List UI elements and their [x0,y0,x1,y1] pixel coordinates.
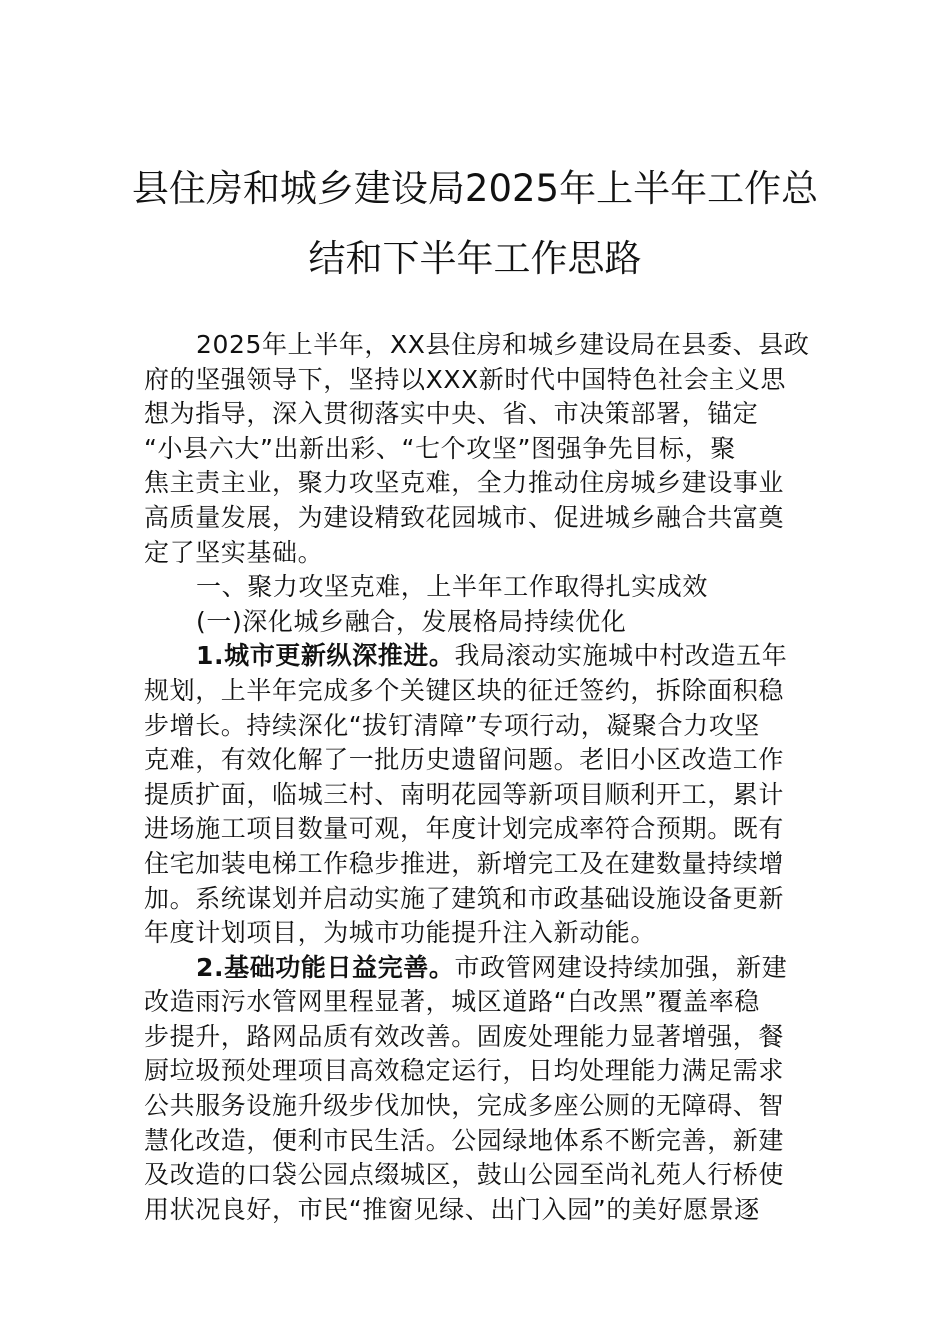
item-1-line: 进场施工项目数量可观，年度计划完成率符合预期。既有 [144,814,785,844]
item-1-line: 规划，上半年完成多个关键区块的征迁签约，拆除面积稳 [144,675,785,705]
intro-line: 想为指导，深入贯彻落实中央、省、市决策部署，锚定 [144,399,759,429]
subsection-heading-text: (一)深化城乡融合，发展格局持续优化 [196,606,627,636]
item-2-line: 步提升，路网品质有效改善。固废处理能力显著增强，餐 [144,1021,785,1051]
item-1-line: 克难，有效化解了一批历史遗留问题。老旧小区改造工作 [144,745,785,775]
item-1-line: 住宅加装电梯工作稳步推进，新增完工及在建数量持续增 [144,848,785,878]
item-2-line: 慧化改造，便利市民生活。公园绿地体系不断完善，新建 [144,1125,785,1155]
item-2-line: 改造雨污水管网里程显著，城区道路“白改黑”覆盖率稳 [144,987,760,1017]
item-2-line: 公共服务设施升级步伐加快，完成多座公厕的无障碍、智 [144,1091,785,1121]
intro-paragraph [144,328,808,570]
item-1-line: 我局滚动实施城中村改造五年 [454,641,788,671]
intro-line: 2025年上半年，XX县住房和城乡建设局在县委、县政 [196,330,810,359]
item-2-line: 市政管网建设持续加强，新建 [454,952,788,982]
item-1-lead: 1.城市更新纵深推进。 [196,641,455,671]
intro-line: “小县六大”出新出彩、“七个攻坚”图强争先目标，聚 [144,433,736,463]
item-2-line: 及改造的口袋公园点缀城区，鼓山公园至尚礼苑人行桥使 [144,1160,785,1190]
intro-line: 定了坚实基础。 [144,537,324,567]
section-heading-1 [144,570,808,605]
item-2-paragraph [144,951,808,1228]
item-1-line: 年度计划项目，为城市功能提升注入新动能。 [144,918,657,948]
intro-line: 焦主责主业，聚力攻坚克难，全力推动住房城乡建设事业 [144,468,785,498]
item-2-line: 用状况良好，市民“推窗见绿、出门入园”的美好愿景逐 [144,1194,760,1224]
intro-line: 府的坚强领导下，坚持以XXX新时代中国特色社会主义思 [144,364,786,394]
item-1-line: 步增长。持续深化“拔钉清障”专项行动，凝聚合力攻坚 [144,710,760,740]
item-1-first-line [144,639,808,674]
section-heading-text: 一、聚力攻坚克难，上半年工作取得扎实成效 [196,572,709,602]
item-2-first-line [144,951,808,986]
document-title-line-2: 结和下半年工作思路 [308,237,642,280]
document-body [144,328,808,1227]
document-title-line-1: 县住房和城乡建设局2025年上半年工作总 [131,167,819,210]
intro-line: 高质量发展，为建设精致花园城市、促进城乡融合共富奠 [144,502,785,532]
item-1-line: 加。系统谋划并启动实施了建筑和市政基础设施设备更新 [144,883,785,913]
item-1-line: 提质扩面，临城三村、南明花园等新项目顺利开工，累计 [144,779,785,809]
subsection-heading-1-1 [144,605,808,640]
item-2-line: 厨垃圾预处理项目高效稳定运行，日均处理能力满足需求 [144,1056,785,1086]
item-2-lead: 2.基础功能日益完善。 [196,952,455,982]
item-1-paragraph [144,639,808,950]
